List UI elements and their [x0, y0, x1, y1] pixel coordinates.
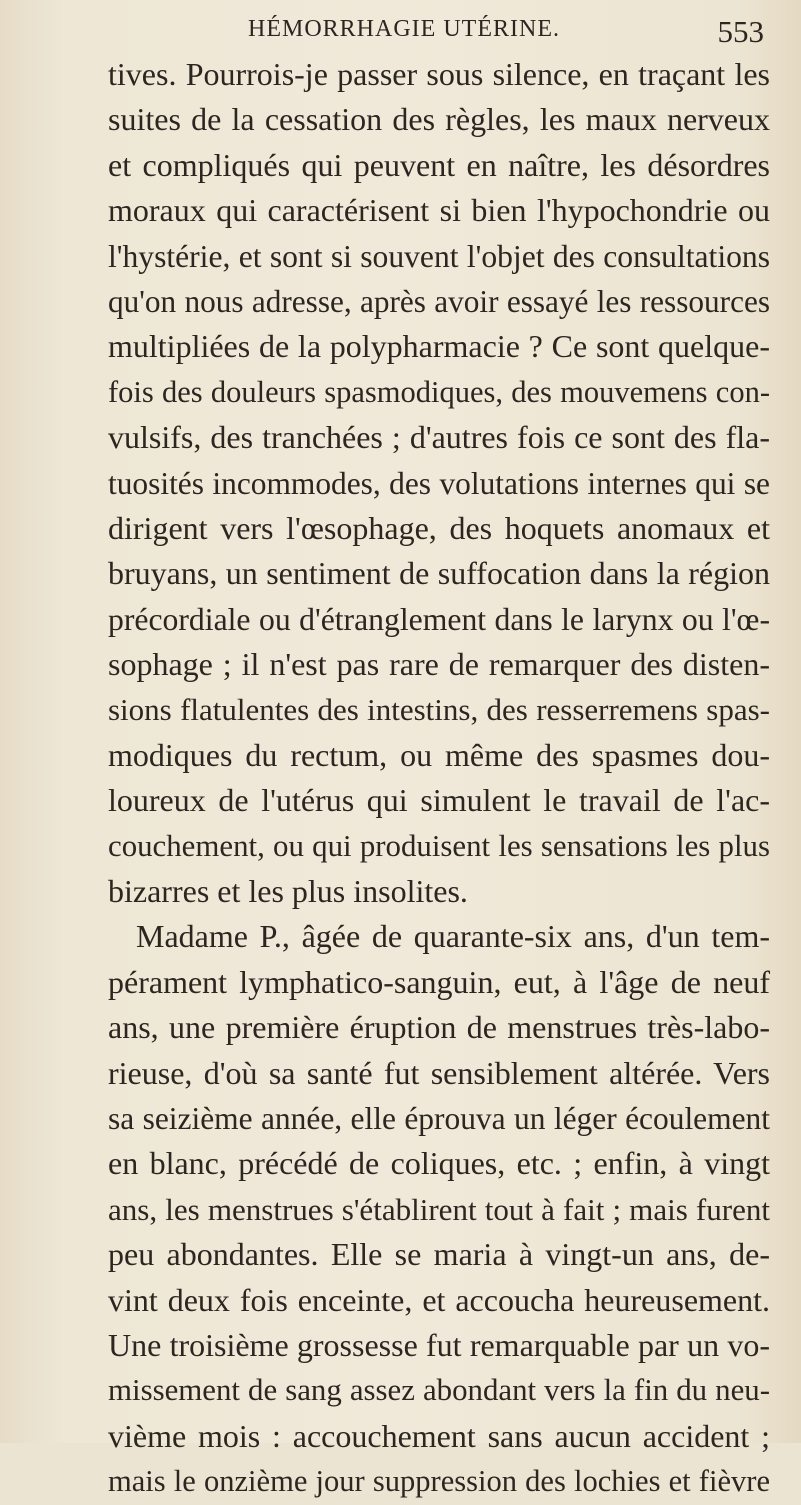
- text-line: Madame P., âgée de quarante-six ans, d'un tem-: [136, 918, 770, 955]
- text-line: ans, les menstrues s'établirent tout à fait ; mais furent: [108, 1191, 770, 1227]
- text-line: suites de la cessation des règles, les maux nerveux: [108, 101, 770, 138]
- text-line: sa seizième année, elle éprouva un léger écoulement: [108, 1100, 770, 1136]
- text-line: fois des douleurs spasmodiques, des mouvemens con-: [108, 374, 770, 409]
- text-line: qu'on nous adresse, après avoir essayé les ressources: [108, 283, 770, 319]
- page-number: 553: [717, 14, 764, 49]
- text-line: en blanc, précédé de coliques, etc. ; enfin, à vingt: [108, 1145, 770, 1182]
- text-line: précordiale ou d'étranglement dans le larynx ou l'œ-: [108, 601, 770, 637]
- text-line: missement de sang assez abondant vers la fin du neu-: [108, 1373, 770, 1408]
- text-line: bizarres et les plus insolites.: [108, 873, 468, 910]
- text-line: bruyans, un sentiment de suffocation dans la région: [108, 555, 770, 592]
- running-title: HÉMORRHAGIE UTÉRINE.: [248, 16, 560, 42]
- text-line: tives. Pourrois-je passer sous silence, en traçant les: [108, 56, 770, 92]
- text-line: loureux de l'utérus qui simulent le travail de l'ac-: [108, 782, 770, 819]
- running-head: [108, 14, 768, 50]
- text-line: multipliées de la polypharmacie ? Ce sont quelque-: [108, 328, 770, 365]
- text-line: moraux qui caractérisent si bien l'hypochondrie ou: [108, 192, 770, 229]
- text-line: vulsifs, des tranchées ; d'autres fois ce sont des fla-: [108, 419, 770, 456]
- text-line: modiques du rectum, ou même des spasmes dou-: [108, 736, 770, 773]
- text-line: couchement, ou qui produisent les sensations les plus: [108, 828, 770, 863]
- text-line: ans, une première éruption de menstrues très-labo-: [108, 1009, 770, 1046]
- text-line: dirigent vers l'œsophage, des hoquets anomaux et: [108, 509, 770, 546]
- text-line: vint deux fois enceinte, et accoucha heureusement.: [108, 1281, 770, 1318]
- text-line: Une troisième grossesse fut remarquable par un vo-: [108, 1326, 770, 1363]
- text-line: vième mois : accouchement sans aucun accident ;: [108, 1417, 770, 1454]
- text-line: rieuse, d'où sa santé fut sensiblement altérée. Vers: [108, 1054, 770, 1091]
- text-line: pérament lymphatico-sanguin, eut, à l'âge de neuf: [108, 963, 770, 1000]
- text-line: sophage ; il n'est pas rare de remarquer des disten-: [108, 646, 770, 683]
- text-line: et compliqués qui peuvent en naître, les désordres: [108, 146, 770, 183]
- text-line: sions flatulentes des intestins, des resserremens spas-: [108, 692, 770, 728]
- text-line: l'hystérie, et sont si souvent l'objet des consultations: [108, 238, 770, 274]
- text-line: peu abondantes. Elle se maria à vingt-un ans, de-: [108, 1236, 770, 1273]
- text-line: mais le onzième jour suppression des lochies et fièvre: [108, 1464, 770, 1499]
- body-text: [108, 52, 770, 1505]
- text-line: tuosités incommodes, des volutations internes qui se: [108, 465, 770, 501]
